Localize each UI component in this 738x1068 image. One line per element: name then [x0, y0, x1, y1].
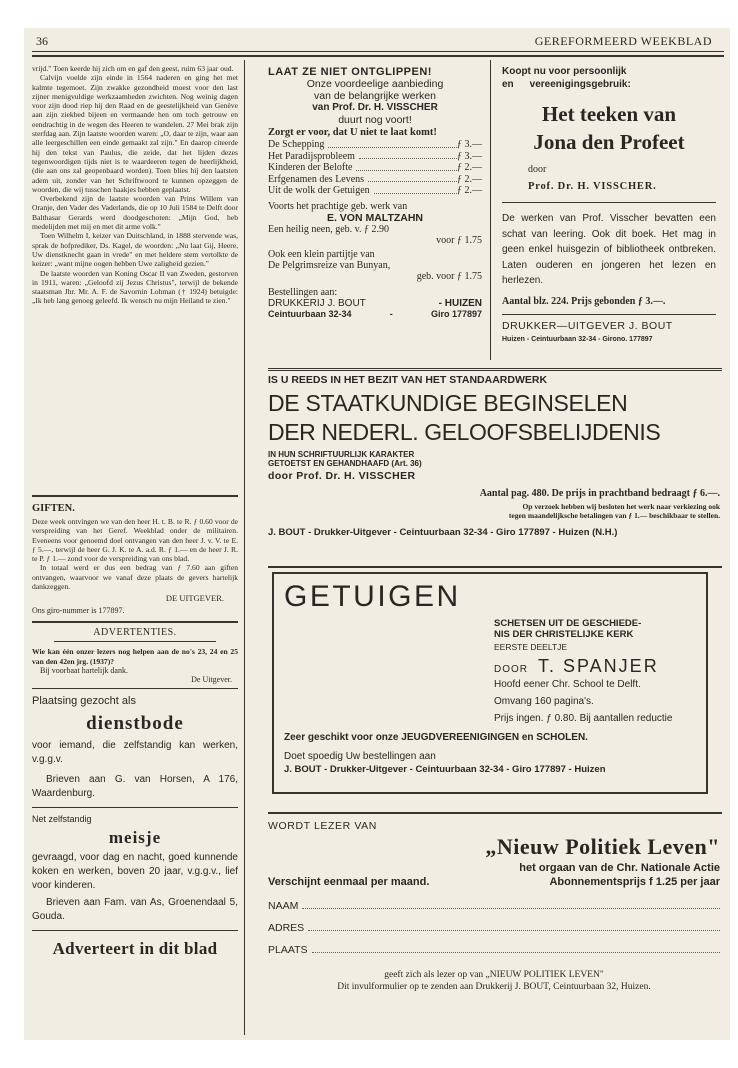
- form-label: NAAM: [268, 900, 299, 912]
- book-price: ƒ 2.—: [457, 185, 482, 196]
- giften-section: [32, 503, 238, 615]
- section-rule: [502, 314, 716, 315]
- politiek-title: „Nieuw Politiek Leven": [485, 834, 720, 859]
- politiek-ad: [268, 820, 720, 1034]
- form-row-plaats[interactable]: [268, 944, 720, 956]
- getuigen-door: DOOR: [494, 664, 528, 675]
- ad-body: voor iemand, die zelfstandig kan werken, v.g.g.v.: [32, 739, 238, 765]
- article-paragraph: vrijd." Toen keerde hij zich om en gaf den geest, ruim 63 jaar oud.: [32, 64, 234, 73]
- standaard-price: Aantal pag. 480. De prijs in prachtband bedraagt ƒ 6.—.: [479, 488, 720, 499]
- dot-leader: [356, 162, 457, 171]
- advertenties-thanks: Bij voorbaat hartelijk dank.: [40, 665, 128, 675]
- advertenties-request: Wie kan één onzer lezers nog helpen aan de no's 23, 24 en 25 van den 42en jrg. (1937)?: [32, 647, 238, 666]
- publisher-name: DRUKKERIJ J. BOUT: [268, 297, 366, 309]
- politiek-footer: geeft zich als lezer op van „NIEUW POLITIEK LEVEN": [384, 970, 604, 980]
- jona-title: Jona den Profeet: [533, 130, 685, 154]
- giften-title: GIFTEN.: [32, 503, 75, 514]
- visscher-call: Zorgt er voor, dat U niet te laat komt!: [268, 127, 437, 138]
- standaard-footer: J. BOUT - Drukker-Uitgever - Ceintuurbaan 32-34 - Giro 177897 - Huizen (N.H.): [268, 527, 618, 538]
- book-price: ƒ 2.—: [457, 173, 482, 185]
- dot-leader: [328, 139, 457, 148]
- footer-slogan: Adverteert in dit blad: [52, 938, 218, 958]
- book-price: ƒ 3.—: [457, 150, 482, 162]
- getuigen-ad: [272, 572, 708, 794]
- jona-address: Huizen - Ceintuurbaan 32-34 - Girono. 177897: [502, 335, 653, 343]
- getuigen-sub3: EERSTE DEELTJE: [494, 642, 568, 652]
- standaard-note: tegen maandelijksche betalingen van ƒ 1.— beschikbaar te stellen.: [508, 511, 720, 520]
- form-line[interactable]: [312, 944, 721, 953]
- form-line[interactable]: [302, 900, 720, 909]
- giften-signature: DE UITGEVER.: [165, 593, 224, 604]
- section-rule: [502, 202, 716, 203]
- book-row: [268, 162, 482, 174]
- left-column: [32, 64, 238, 1034]
- visscher-part-price: geb. voor ƒ 1.75: [416, 270, 482, 282]
- advertenties-section: [32, 627, 238, 684]
- visscher-ad: [268, 66, 482, 366]
- visscher-offer-line: Onze voordeelige aanbieding: [306, 78, 444, 90]
- jona-author: Prof. Dr. H. VISSCHER.: [528, 181, 657, 192]
- getuigen-order: Doet spoedig Uw bestellingen aan: [284, 751, 436, 762]
- article-paragraph: Calvijn voelde zijn einde in 1564 naderen en ging het met kalmte tegemoet. Zijn zwakke gezondheid moest voor den last zijner menigvuldige werkzaamheden zwichten. Nog weinig dagen voor zijn dood riep hij den Raad en de geestelijkheid van Genève aan zijn ziekbed bijeen en vermaande hen om toch getrouw en eendrachtig in de wegen des Heeren te wandelen. 27 Mei brak zijn sterfdag aan. Zijn laatste woorden waren: „O, daar te zijn, waar aan alle leergeschillen een einde gemaakt zal zijn." En daarop citeerde hij den tekst van Paulus, die zeide, dat het lijden dezes tegenwoordigen tijds niet is te waardeeren tegen de heerlijkheid, (die aan ons zal geopenbaard worden). Toen blies hij den laatsten adem uit, zonder van het Schriftwoord te kunnen opzeggen de woorden, die wij tusschen haakjes hebben geplaatst.: [32, 73, 238, 194]
- page-number: 36: [36, 34, 48, 48]
- visscher-order: Bestellingen aan:: [268, 286, 338, 298]
- visscher-book2-title: Een heilig neen, geb. v. ƒ 2.90: [268, 223, 389, 235]
- book-title: De Schepping: [268, 139, 325, 150]
- politiek-sub: het orgaan van de Chr. Nationale Actie: [519, 862, 720, 874]
- visscher-part1: Ook een klein partijtje van: [268, 248, 375, 260]
- politiek-intro: WORDT LEZER VAN: [268, 820, 377, 832]
- section-rule: [32, 930, 238, 931]
- jona-intro2: [502, 79, 716, 90]
- ad-dienstbode: [32, 695, 238, 801]
- visscher-book2-price: voor ƒ 1.75: [436, 234, 482, 246]
- newspaper-page: [24, 28, 730, 1040]
- jona-intro-word: vereenigingsgebruik:: [529, 79, 631, 90]
- form-row-adres[interactable]: [268, 922, 720, 934]
- ad-intro: Plaatsing gezocht als: [32, 694, 136, 707]
- form-label: PLAATS: [268, 944, 308, 956]
- politiek-footer: Dit invulformulier op te zenden aan Drukkerij J. BOUT, Ceintuurbaan 32, Huizen.: [337, 982, 651, 992]
- ad-contact: Brieven aan G. van Horsen, A 176, Waardenburg.: [32, 773, 238, 799]
- getuigen-footer: J. BOUT - Drukker-Uitgever - Ceintuurbaan 32-34 - Giro 177897 - Huizen: [284, 764, 606, 775]
- section-rule: [268, 812, 722, 814]
- section-rule: [32, 688, 238, 689]
- book-price: ƒ 3.—: [457, 139, 482, 150]
- visscher-part2: De Pelgrimsreize van Bunyan,: [268, 259, 391, 271]
- standaard-title: DE STAATKUNDIGE BEGINSELEN: [268, 390, 628, 416]
- getuigen-title: GETUIGEN: [284, 580, 461, 613]
- standaard-intro: IS U REEDS IN HET BEZIT VAN HET STANDAARDWERK: [268, 374, 548, 386]
- getuigen-author: T. SPANJER: [538, 656, 659, 676]
- advertenties-title: ADVERTENTIES.: [93, 627, 177, 639]
- jona-price: Aantal blz. 224. Prijs gebonden ƒ 3.—.: [502, 295, 666, 307]
- section-rule: [268, 566, 722, 568]
- getuigen-pages: Omvang 160 pagina's.: [494, 696, 594, 707]
- visscher-ad-title: LAAT ZE NIET ONTGLIPPEN!: [268, 66, 432, 78]
- jona-intro: Koopt nu voor persoonlijk: [502, 66, 627, 77]
- publisher-giro: Giro 177897: [430, 308, 482, 319]
- advertenties-signature: De Uitgever.: [191, 674, 232, 684]
- getuigen-suited: Zeer geschikt voor onze JEUGDVEREENIGINGEN en SCHOLEN.: [284, 732, 588, 743]
- book-title: Het Paradijsprobleem: [268, 150, 355, 162]
- book-row: [268, 185, 482, 197]
- getuigen-author-line: [494, 656, 696, 677]
- standaard-title: DER NEDERL. GELOOFSBELIJDENIS: [268, 419, 661, 445]
- standaard-author: door Prof. Dr. H. VISSCHER: [268, 470, 416, 482]
- giften-paragraph: In totaal werd er dus een bedrag van ƒ 7.60 aan giften ontvangen, waarvoor we vanaf deze plaats de gevers hartelijk dankzeggen.: [32, 563, 238, 592]
- getuigen-price: Prijs ingen. ƒ 0.80. Bij aantallen reductie: [494, 713, 673, 724]
- visscher-offer-line: van de belangrijke werken: [314, 90, 436, 102]
- visscher-offer-line: van Prof. Dr. H. VISSCHER: [312, 102, 438, 113]
- form-label: ADRES: [268, 922, 305, 934]
- standaard-note: Op verzoek hebben wij besloten het werk naar verkiezing ook: [522, 502, 720, 511]
- book-price: ƒ 2.—: [457, 162, 482, 173]
- article-paragraph: De laatste woorden van Koning Oscar II van Zweden, gestorven in 1911, waren: „Geloofd zij Jezus Christus", terwijl de bekende staatsman Jhr. Mr. A. F. de Savornin Lohman († 1924) betuigde: „Ik heb lang genoeg geleefd. Ik wensch nu mijn Heiland te zien.": [32, 268, 238, 306]
- getuigen-sub: NIS DER CHRISTELIJKE KERK: [494, 629, 634, 640]
- getuigen-sub: SCHETSEN UIT DE GESCHIEDE-: [494, 618, 642, 629]
- book-title: Kinderen der Belofte: [268, 162, 353, 173]
- dot-leader: [368, 174, 457, 183]
- form-row-naam[interactable]: [268, 900, 720, 912]
- publication-title: GEREFORMEERD WEEKBLAD: [534, 34, 712, 48]
- publisher-city: - HUIZEN: [438, 297, 482, 309]
- jona-ad: [502, 66, 716, 366]
- standaard-ad: [268, 374, 720, 560]
- ad-body: gevraagd, voor dag en nacht, goed kunnende koken en werken, boven 20 jaar, v.g.g.v., lief voor kinderen.: [32, 851, 238, 891]
- ad-meisje: [32, 814, 238, 924]
- publisher-address: Ceintuurbaan 32-34: [268, 308, 352, 319]
- address-separator: -: [389, 308, 393, 319]
- header-rule: [32, 51, 724, 52]
- jona-title: Het teeken van: [541, 102, 677, 126]
- column-divider: [490, 60, 491, 360]
- standaard-sub: IN HUN SCHRIFTUURLIJK KARAKTER: [268, 450, 415, 459]
- article-paragraph: Toen Wilhelm I, keizer van Duitschland, in 1888 stervende was, sprak de hofprediker, Ds. Kagel, de woorden: „Nu laat Gij, Heere, Uw dienstknecht gaan in vrede" en met heldere stem vertolkte de keizer: „want mijne oogen hebben Uwe zaligheid gezien.": [32, 231, 238, 269]
- ad-contact: Brieven aan Fam. van As, Groenendaal 5, Gouda.: [32, 896, 238, 922]
- politiek-frequency: Verschijnt eenmaal per maand.: [268, 876, 430, 888]
- column-divider: [244, 60, 245, 1035]
- title-underline: [54, 641, 216, 642]
- visscher-publisher: [268, 298, 482, 309]
- book-title: Erfgenamen des Levens: [268, 173, 365, 185]
- jona-door: door: [528, 164, 547, 175]
- article-text: [32, 64, 238, 489]
- form-line[interactable]: [308, 922, 720, 931]
- section-rule: [268, 368, 722, 371]
- giften-paragraph: Deze week ontvingen we van den heer H. t. B. te R. ƒ 0.60 voor de verspreiding van het Geref. Weekblad onder de militairen. Eveneens voor genoemd doel ontvangen van den heer J. v. V. te E. ƒ 5.—, terwijl de heer G. J. K. te A. a.d. R. ƒ 1.— en de heer J. R. te P. ƒ 1.— zond voor de verspreiding van ons blad.: [32, 517, 238, 564]
- jona-publisher: DRUKKER—UITGEVER J. BOUT: [502, 319, 673, 332]
- dot-leader: [374, 185, 457, 194]
- ad-headline: meisje: [108, 827, 162, 847]
- visscher-address-line: [268, 309, 482, 319]
- politiek-price: Abonnementsprijs f 1.25 per jaar: [549, 876, 720, 888]
- ad-intro: Net zelfstandig: [32, 813, 92, 824]
- header-rule-thick: [32, 55, 724, 57]
- visscher-offer-line: duurt nog voort!: [338, 114, 412, 126]
- visscher-further: Voorts het prachtige geb. werk van: [268, 200, 408, 212]
- giro-number: Ons giro-nummer is 177897.: [32, 606, 125, 616]
- jona-body: De werken van Prof. Visscher bevatten een schat van leering. Ook dit boek. Het mag in geen enkel huisgezin of bibliotheek ontbreken. Laten ouderen en jongeren het lezen en herlezen.: [502, 213, 716, 286]
- getuigen-role: Hoofd eener Chr. School te Delft.: [494, 679, 641, 690]
- book-title: Uit de wolk der Getuigen: [268, 185, 370, 196]
- book-row: [268, 139, 482, 151]
- section-rule: [32, 495, 238, 497]
- section-rule: [32, 807, 238, 808]
- ad-headline: dienstbode: [86, 712, 184, 734]
- visscher-author2: E. VON MALTZAHN: [326, 211, 424, 224]
- jona-intro-word: en: [502, 79, 514, 90]
- politiek-info-line: [268, 876, 720, 888]
- book-row: [268, 174, 482, 186]
- article-paragraph: Overbekend zijn de laatste woorden van Prins Willem van Oranje, den Vader des Vaderlands, die op 10 Juli 1584 te Delft door Balthasar Gerards werd doodgeschoten: „Mijn God, heb medelijden met mij en met dit arme volk.": [32, 194, 238, 232]
- book-row: [268, 151, 482, 163]
- standaard-sub: GETOETST EN GEHANDHAAFD (Art. 36): [268, 459, 422, 468]
- section-rule: [32, 621, 238, 623]
- dot-leader: [359, 151, 457, 160]
